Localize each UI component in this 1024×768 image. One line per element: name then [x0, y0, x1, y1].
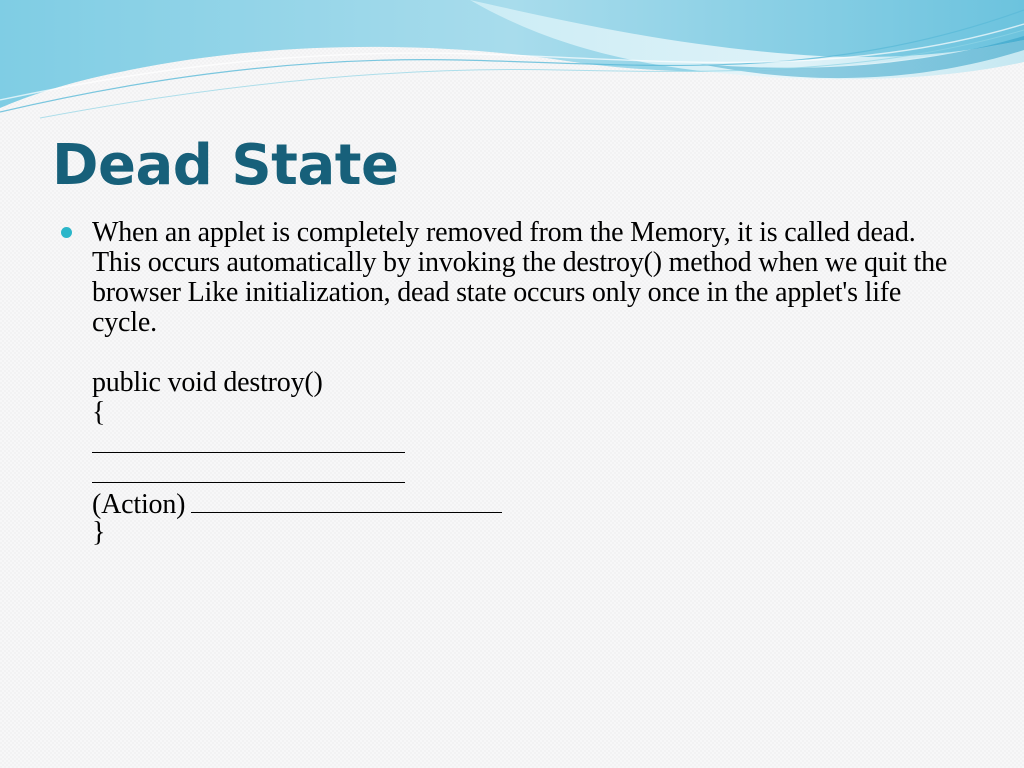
- code-blank-line-1: [92, 428, 958, 458]
- slide-body: [58, 218, 958, 548]
- bullet-dot-icon: [61, 227, 72, 238]
- blank-underline: [191, 488, 502, 513]
- slide-title: Dead State: [52, 133, 399, 198]
- code-close-brace: }: [92, 517, 106, 548]
- code-open-brace: {: [92, 397, 106, 428]
- blank-underline: [92, 428, 405, 453]
- bullet-text: When an applet is completely removed from the Memory, it is called dead. This occurs automatically by invoking the destroy() method when we quit the browser Like initialization, dead state occurs only once in the applet's life cycle.: [92, 217, 948, 338]
- code-action-label: (Action): [92, 489, 186, 520]
- blank-underline: [92, 458, 405, 483]
- code-blank-line-2: [92, 458, 958, 488]
- header-wave-banner: [0, 0, 1024, 130]
- code-signature: public void destroy(): [92, 367, 323, 398]
- code-block: [92, 368, 958, 548]
- bullet-item: [58, 218, 958, 548]
- code-action-line: [92, 488, 958, 518]
